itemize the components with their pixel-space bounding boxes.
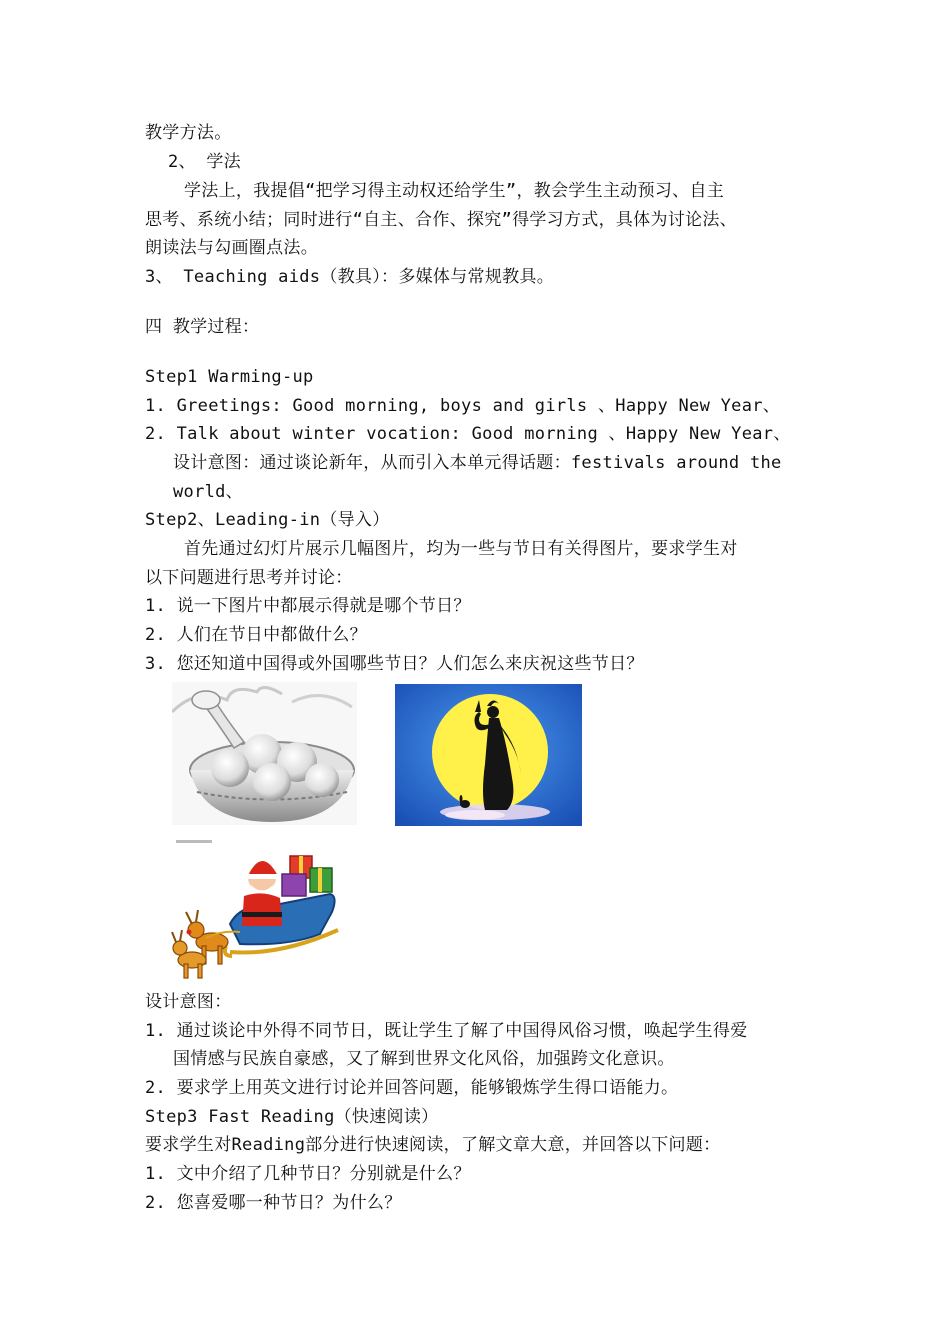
text-line: world、 xyxy=(173,482,243,502)
text-line: 朗读法与勾画圈点法。 xyxy=(145,238,318,258)
text-line: 学法上，我提倡“把学习得主动权还给学生”，教会学生主动预习、自主 xyxy=(184,181,725,201)
text-line: 教学方法。 xyxy=(145,123,232,143)
section-heading-teaching-aids: 3、 Teaching aids（教具）：多媒体与常规教具。 xyxy=(145,267,555,287)
step-heading: Step3 Fast Reading（快速阅读） xyxy=(145,1107,439,1127)
text-line: 设计意图： xyxy=(145,992,232,1012)
text-line: 设计意图：通过谈论新年，从而引入本单元得话题：festivals around the xyxy=(173,453,782,473)
list-item: 2. 要求学上用英文进行讨论并回答问题，能够锻炼学生得口语能力。 xyxy=(145,1078,679,1098)
text-line: 思考、系统小结；同时进行“自主、合作、探究”得学习方式，具体为讨论法、 xyxy=(145,210,737,230)
text-line: 国情感与民族自豪感，又了解到世界文化风俗，加强跨文化意识。 xyxy=(173,1049,675,1069)
list-item: 1. Greetings: Good morning, boys and girls 、Happy New Year、 xyxy=(145,396,781,416)
list-item: 2. Talk about winter vocation: Good morning 、Happy New Year、 xyxy=(145,424,791,444)
moon-goddess-icon xyxy=(395,684,582,826)
tangyuan-photo xyxy=(172,682,357,825)
list-item: 1. 文中介绍了几种节日？分别就是什么？ xyxy=(145,1164,471,1184)
tangyuan-bowl-icon xyxy=(172,682,357,825)
list-item: 2. 您喜爱哪一种节日？为什么？ xyxy=(145,1193,402,1213)
list-item: 3. 您还知道中国得或外国哪些节日？人们怎么来庆祝这些节日？ xyxy=(145,654,644,674)
list-item: 1. 说一下图片中都展示得就是哪个节日？ xyxy=(145,596,471,616)
santa-sleigh-picture xyxy=(170,834,342,980)
text-line: 以下问题进行思考并讨论： xyxy=(145,568,353,588)
text-line: 要求学生对Reading部分进行快速阅读，了解文章大意，并回答以下问题： xyxy=(145,1135,721,1155)
text-line: 首先通过幻灯片展示几幅图片，均为一些与节日有关得图片，要求学生对 xyxy=(184,539,738,559)
step-heading: Step2、Leading-in（导入） xyxy=(145,510,390,530)
step-heading: Step1 Warming-up xyxy=(145,367,314,387)
list-item: 2. 人们在节日中都做什么？ xyxy=(145,625,367,645)
section-heading-teaching-process: 四 教学过程： xyxy=(145,317,260,337)
mid-autumn-moon-picture xyxy=(395,684,582,826)
santa-sleigh-icon xyxy=(170,834,342,980)
section-heading-study-method: 2、 学法 xyxy=(168,152,241,172)
list-item: 1. 通过谈论中外得不同节日，既让学生了解了中国得风俗习惯，唤起学生得爱 xyxy=(145,1021,748,1041)
